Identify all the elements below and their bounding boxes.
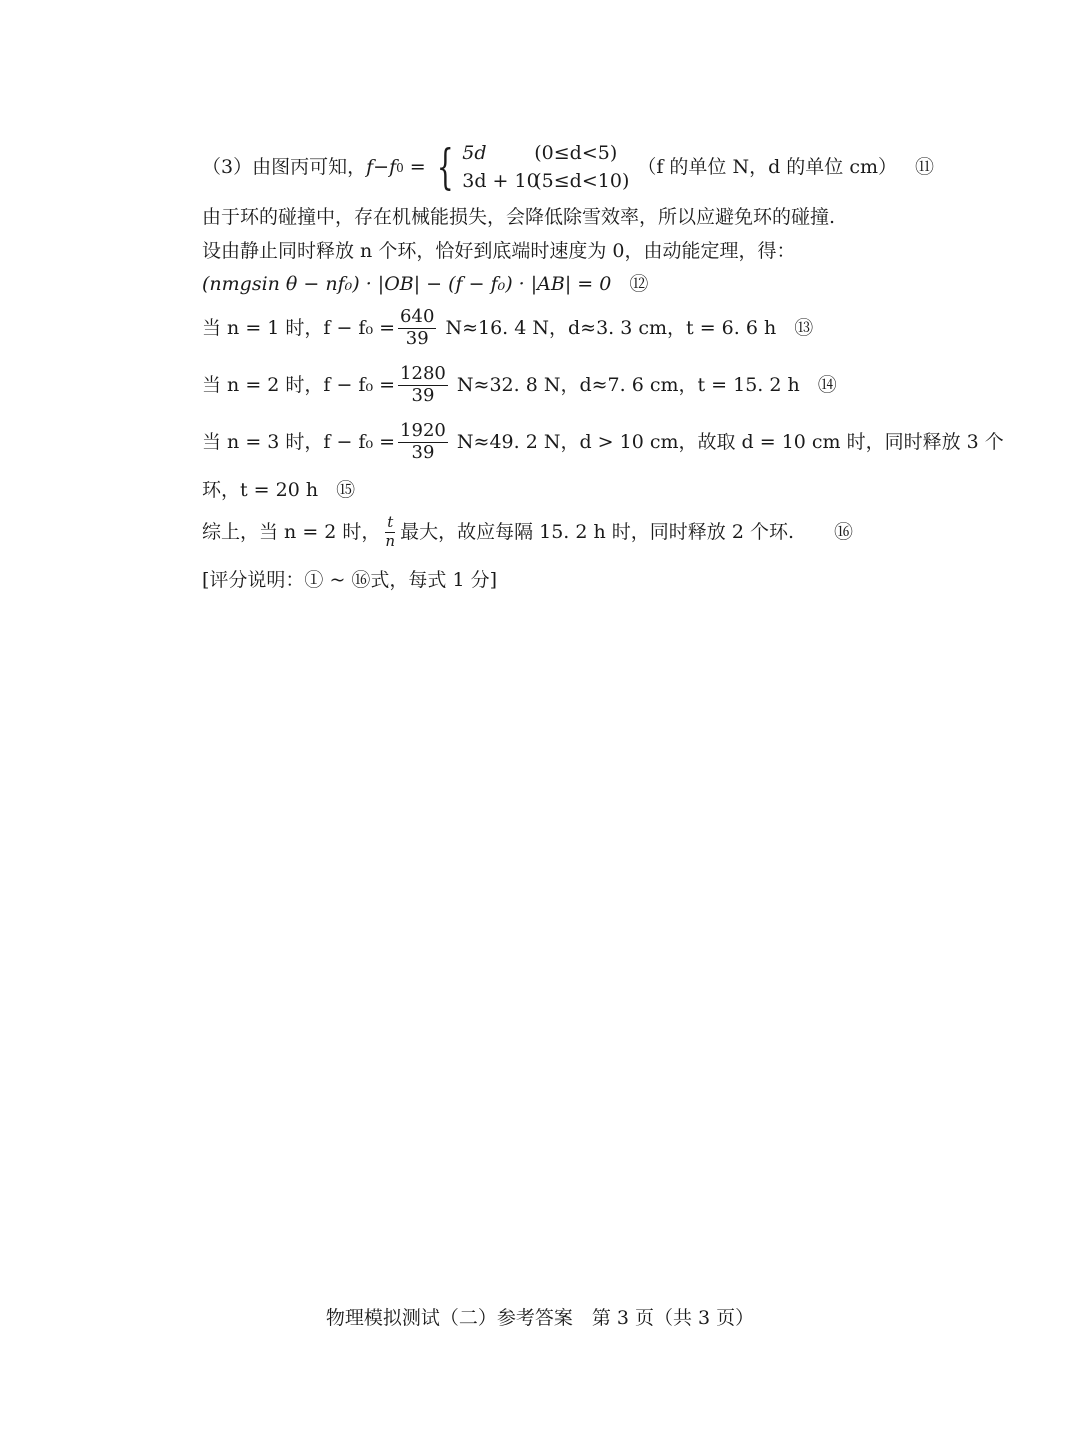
case-row-1 <box>462 140 629 168</box>
unit-note: （f 的单位 N，d 的单位 cm） <box>637 156 897 179</box>
collision-text: 由于环的碰撞中，存在机械能损失，会降低除雪效率，所以应避免环的碰撞. <box>202 206 836 228</box>
case-n3-continuation <box>202 481 355 500</box>
summary-denominator: n <box>385 531 396 550</box>
n1-denominator: 39 <box>405 327 429 349</box>
n2-denominator: 39 <box>411 384 435 406</box>
eq-number-14: ⑭ <box>817 373 837 396</box>
case-n3-line <box>202 422 1004 463</box>
eq-number-16: ⑯ <box>834 520 854 543</box>
n2-suffix: N≈32. 8 N，d≈7. 6 cm，t = 15. 2 h <box>450 373 800 396</box>
lhs-f0: f <box>389 156 397 179</box>
case-row-2 <box>462 168 629 196</box>
n1-prefix: 当 n = 1 时，f − f₀ = <box>202 316 396 339</box>
case2-expr: 3d + 10 <box>462 169 539 192</box>
piecewise-equation-line <box>202 140 934 195</box>
eq-number-15: ⑮ <box>336 479 356 501</box>
scoring-note <box>202 571 497 590</box>
summary-line <box>202 515 853 550</box>
setup-text: 设由静止同时释放 n 个环，恰好到底端时速度为 0，由动能定理，得： <box>202 240 796 262</box>
n3-prefix: 当 n = 3 时，f − f₀ = <box>202 430 396 453</box>
part3-prefix: （3）由图丙可知， <box>202 156 367 179</box>
n3-fraction <box>398 422 448 463</box>
collision-statement <box>202 208 835 227</box>
n1-numerator: 640 <box>400 306 435 327</box>
summary-fraction <box>383 515 397 550</box>
eq-number-12: ⑫ <box>629 273 649 295</box>
energy-equation: (nmgsin θ − nf₀) · |OB| − (f − f₀) · |AB| = 0 <box>202 273 612 295</box>
case1-cond: (0≤d<5) <box>534 142 618 164</box>
n1-suffix: N≈16. 4 N，d≈3. 3 cm，t = 6. 6 h <box>439 316 777 339</box>
scoring-text: [评分说明：① ~ ⑯式，每式 1 分] <box>202 569 497 591</box>
n3-suffix: N≈49. 2 N，d > 10 cm，故取 d = 10 cm 时，同时释放 3 个 <box>450 430 1004 453</box>
n2-numerator: 1280 <box>400 363 446 384</box>
n2-prefix: 当 n = 2 时，f − f₀ = <box>202 373 396 396</box>
n3b-text: 环，t = 20 h <box>202 479 319 501</box>
lhs-minus: − <box>373 156 390 179</box>
case-n2-line <box>202 365 837 406</box>
n3-numerator: 1920 <box>400 420 446 441</box>
eq-number-13: ⑬ <box>794 316 814 339</box>
piecewise-cases <box>462 140 629 195</box>
summary-numerator: t <box>387 513 394 531</box>
n2-fraction <box>398 365 448 406</box>
lhs-f0-sub: 0 <box>396 160 404 175</box>
summary-prefix: 综上，当 n = 2 时， <box>202 520 381 543</box>
lhs-f: f <box>366 156 374 179</box>
left-brace: { <box>436 138 454 195</box>
setup-statement <box>202 242 795 261</box>
summary-suffix: 最大，故应每隔 15. 2 h 时，同时释放 2 个环. <box>400 520 794 543</box>
case1-expr: 5d <box>462 142 487 164</box>
lhs-equals: = <box>403 156 426 179</box>
case2-cond: (5≤d<10) <box>534 169 630 192</box>
n1-fraction <box>398 308 436 349</box>
case-n1-line <box>202 308 813 349</box>
energy-equation-line <box>202 275 648 294</box>
eq-number-11: ⑪ <box>915 156 935 179</box>
n3-denominator: 39 <box>411 441 435 463</box>
page-footer: 物理模拟测试（二）参考答案 第 3 页（共 3 页） <box>325 1307 755 1329</box>
